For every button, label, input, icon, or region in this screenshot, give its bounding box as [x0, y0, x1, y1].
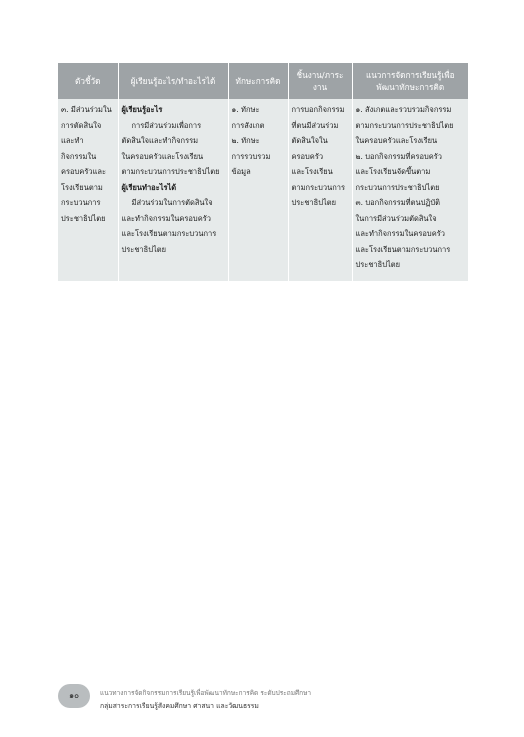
cell-learning-approach — [352, 99, 468, 281]
cell-line: การตัดสินใจ — [61, 120, 102, 130]
cell-line: และทำกิจกรรมในครอบครัว — [121, 213, 211, 223]
cell-line: ประชาธิปไตย — [291, 198, 336, 207]
cell-line: การบอกกิจกรรม — [291, 105, 345, 114]
cell-line: กระบวนการประชาธิปไตย — [355, 182, 440, 192]
cell-line: ตามกระบวนการประชาธิปไตย — [355, 120, 454, 130]
header-thinking-skill — [228, 63, 288, 99]
cell-line: ๓. บอกกิจกรรมที่ตนปฏิบัติ — [355, 198, 441, 207]
cell-line: ประชาธิปไตย — [61, 213, 106, 223]
cell-line: ในครอบครัวและโรงเรียน — [121, 151, 204, 161]
cell-line: ๑. ทักษะ — [231, 105, 260, 114]
indicator-table — [58, 63, 468, 281]
table-header-row — [58, 63, 468, 99]
cell-line: ที่ตนมีส่วนร่วม — [291, 120, 339, 130]
cell-line: ครอบครัวและ — [61, 167, 107, 176]
cell-line: การสังเกต — [231, 120, 265, 130]
cell-line: กระบวนการ — [61, 198, 101, 207]
cell-indicator — [58, 99, 118, 281]
cell-line: ในการมีส่วนร่วมตัดสินใจ — [355, 213, 437, 223]
cell-thinking-skill — [228, 99, 288, 281]
header-line: เพื่อพัฒนาทักษะการคิด — [376, 70, 455, 92]
header-indicator — [58, 63, 118, 99]
cell-line: และทำ — [61, 136, 84, 145]
header-line: ชิ้นงาน/ — [296, 70, 325, 80]
cell-line: กิจกรรมใน — [61, 151, 97, 161]
cell-line: และโรงเรียนตามกระบวนการ — [355, 244, 451, 254]
cell-line: ตัดสินใจใน — [291, 136, 328, 145]
cell-subheading: ผู้เรียนรู้อะไร — [121, 105, 163, 114]
page-number: ๑๐ — [69, 691, 79, 700]
header-line: แนวการจัดการเรียนรู้ — [365, 70, 442, 80]
cell-line: และโรงเรียนตามกระบวนการ — [121, 229, 217, 238]
header-workpiece — [288, 63, 352, 99]
cell-line: ครอบครัว — [291, 151, 324, 161]
page-number-badge — [58, 684, 90, 708]
cell-line: ตัดสินใจและทำกิจกรรม — [121, 136, 199, 145]
cell-subheading: ผู้เรียนทำอะไรได้ — [121, 182, 177, 192]
header-line: ตัวชี้วัด — [75, 76, 101, 86]
cell-line: ข้อมูล — [231, 167, 251, 176]
cell-line: และโรงเรียน — [291, 167, 333, 176]
cell-line: การรวบรวม — [231, 151, 271, 161]
cell-what-learned — [118, 99, 228, 281]
learning-table — [58, 63, 468, 281]
cell-line: ๒. ทักษะ — [231, 136, 260, 145]
cell-line: ๒. บอกกิจกรรมที่ครอบครัว — [355, 151, 443, 161]
header-what-learned — [118, 63, 228, 99]
header-line: ทักษะการคิด — [235, 76, 281, 86]
header-learning-approach — [352, 63, 468, 99]
cell-line: ประชาธิปไตย — [121, 244, 166, 254]
cell-line: ๓. มีส่วนร่วมใน — [61, 105, 112, 114]
cell-line: ๑. สังเกตและรวบรวมกิจกรรม — [355, 105, 452, 114]
cell-line: ตามกระบวนการ — [291, 182, 346, 192]
cell-line: มีส่วนร่วมในการตัดสินใจ — [131, 198, 213, 207]
cell-line: และทำกิจกรรมในครอบครัว — [355, 229, 445, 238]
header-line: ผู้เรียนรู้อะไร/ทำอะไรได้ — [130, 76, 216, 86]
header-line: ภาระงาน — [312, 70, 344, 92]
cell-line: และโรงเรียนจัดขึ้นตาม — [355, 167, 431, 176]
cell-line: โรงเรียนตาม — [61, 182, 103, 192]
cell-line: ตามกระบวนการประชาธิปไตย — [121, 167, 220, 176]
table-row — [58, 99, 468, 281]
footer-book-title: แนวทางการจัดกิจกรรมการเรียนรู้เพื่อพัฒนาทักษะการคิด ระดับประถมศึกษา — [100, 689, 311, 697]
cell-line: การมีส่วนร่วมเพื่อการ — [131, 120, 202, 130]
cell-workpiece — [288, 99, 352, 281]
footer-subject-group: กลุ่มสาระการเรียนรู้สังคมศึกษา ศาสนา และวัฒนธรรม — [100, 702, 259, 710]
cell-line: ในครอบครัวและโรงเรียน — [355, 136, 438, 145]
cell-line: ประชาธิปไตย — [355, 260, 400, 269]
